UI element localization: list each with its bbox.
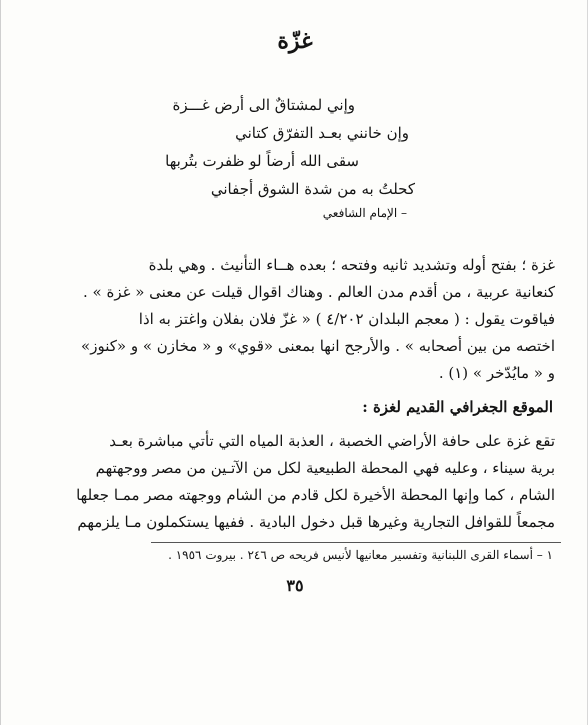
- paragraph-etymology: [35, 252, 555, 387]
- poem-line-3: سقى الله أرضاً لو ظفرت بتُربها: [165, 152, 359, 170]
- page-title: غزّة: [277, 28, 313, 54]
- footnote-divider: [151, 542, 561, 543]
- paragraph-line: الشام ، كما وإنها المحطة الأخيرة لكل قادم من الشام ووجهته مصر ممـا جعلها: [76, 486, 555, 504]
- page-number: ٣٥: [286, 576, 304, 595]
- paragraph-line: و « مايُدّخر » (١) .: [438, 364, 555, 382]
- paragraph-line: كنعانية عربية ، من أقدم مدن العالم . وهناك اقوال قيلت عن معنى « غزة » .: [83, 283, 555, 301]
- poem-line-2: وإن خانني بعـد التفرّق كتاني: [235, 124, 409, 142]
- paragraph-geography: [35, 428, 555, 536]
- footnote: ١ – أسماء القرى اللبنانية وتفسير معانيها لأنيس فريحه ص ٢٤٦ . بيروت ١٩٥٦ .: [168, 548, 553, 562]
- paragraph-line: مجمعاً للقوافل التجارية وغيرها قبل دخول البادية . ففيها يستكملون مـا يلزمهم: [77, 513, 555, 531]
- paragraph-line: برية سيناء ، وعليه فهي المحطة الطبيعية لكل من الآتـين من مصر ووجهتهم: [95, 459, 555, 477]
- paragraph-line: غزة ؛ بفتح أوله وتشديد ثانيه وفتحه ؛ بعده هــاء التأنيث . وهي بلدة: [148, 256, 555, 274]
- paragraph-line: اختصه من بين أصحابه » . والأرجح انها بمعنى «قوي» و « مخازن » و «كنوز»: [81, 337, 555, 355]
- section-heading: الموقع الجغرافي القديم لغزة :: [362, 398, 553, 416]
- poem-attribution: – الإمام الشافعي: [322, 206, 407, 220]
- poem-line-4: كحلتُ به من شدة الشوق أجفاني: [210, 180, 415, 198]
- paragraph-line: تقع غزة على حافة الأراضي الخصبة ، العذبة المياه التي تأتي مباشرة بعـد: [109, 432, 555, 450]
- paragraph-line: فياقوت يقول : ( معجم البلدان ٤/٢٠٢ ) « غزّ فلان بفلان واغتز به اذا: [138, 310, 555, 328]
- poem-line-1: وإني لمشتاقٌ الى أرض غـــزة: [172, 96, 355, 114]
